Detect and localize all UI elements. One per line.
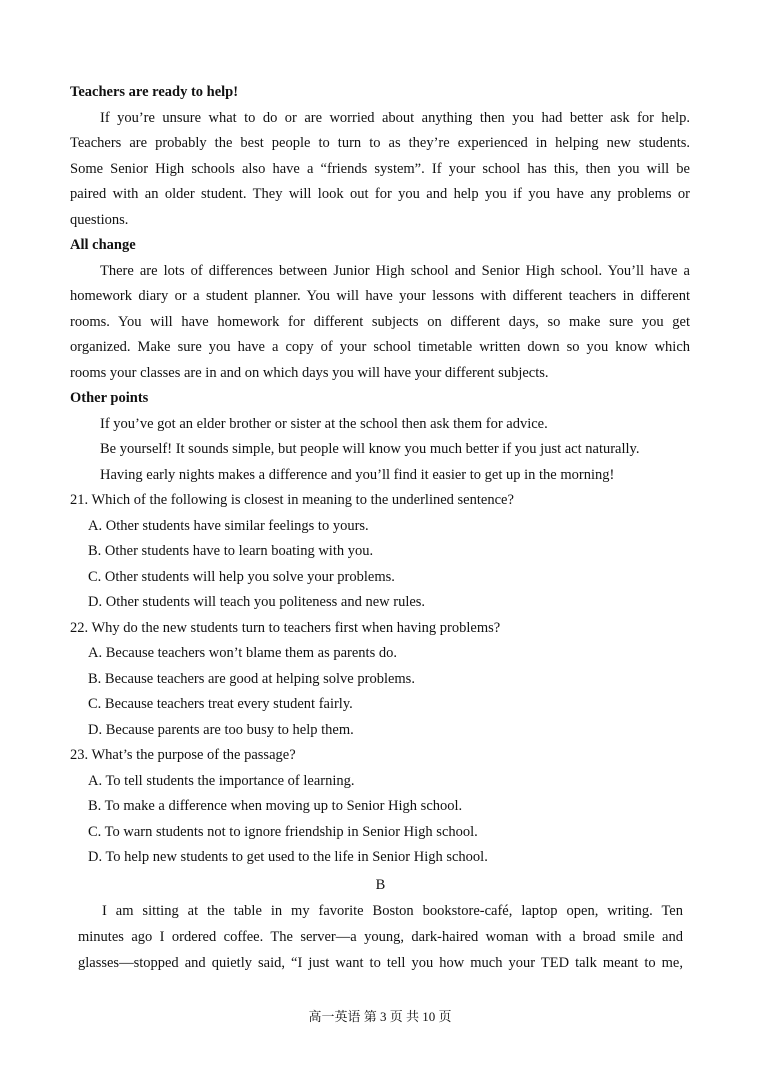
paragraph-line: Teachers are probably the best people to turn to as they’re experienced in helping new students.: [70, 135, 690, 151]
question-23-option-d: D. To help new students to get used to the life in Senior High school.: [88, 849, 488, 865]
paragraph-line: If you’re unsure what to do or are worried about anything then you had better ask for help.: [100, 109, 690, 126]
question-22-option-c: C. Because teachers treat every student fairly.: [88, 696, 353, 712]
question-21-option-b: B. Other students have to learn boating with you.: [88, 543, 374, 559]
question-23-option-a: A. To tell students the importance of learning.: [88, 772, 355, 789]
question-21-option-c: C. Other students will help you solve your problems.: [88, 568, 395, 585]
heading-teachers: Teachers are ready to help!: [70, 84, 239, 100]
question-23-option-c: C. To warn students not to ignore friendship in Senior High school.: [88, 823, 478, 840]
question-22-stem: 22. Why do the new students turn to teachers first when having problems?: [70, 619, 501, 636]
paragraph-line: rooms your classes are in and on which days you will have your different subjects.: [70, 364, 549, 381]
question-22-option-b: B. Because teachers are good at helping solve problems.: [88, 670, 415, 687]
question-21-option-a: A. Other students have similar feelings to yours.: [88, 517, 369, 534]
section-b-label: B: [375, 877, 386, 893]
other-point: Having early nights makes a difference and you’ll find it easier to get up in the morning!: [100, 466, 615, 483]
paragraph-line: Some Senior High schools also have a “friends system”. If your school has this, then you will be: [70, 160, 690, 177]
paragraph-line: questions.: [70, 211, 129, 228]
page-footer: 高一英语 第 3 页 共 10 页: [308, 1009, 452, 1024]
paragraph-line: rooms. You will have homework for different subjects on different days, so make sure you get: [70, 313, 690, 330]
question-22-option-d: D. Because parents are too busy to help them.: [88, 721, 354, 738]
paragraph-line: homework diary or a student planner. You will have your lessons with different teachers in different: [70, 288, 690, 304]
heading-all-change: All change: [70, 237, 136, 253]
question-21-option-d: D. Other students will teach you politeness and new rules.: [88, 594, 426, 610]
question-22-option-a: A. Because teachers won’t blame them as parents do.: [88, 645, 397, 661]
passage-b: [78, 872, 683, 976]
passage-a: [70, 80, 690, 871]
other-point: Be yourself! It sounds simple, but people will know you much better if you just act naturally.: [100, 441, 640, 457]
heading-other-points: Other points: [70, 390, 149, 406]
other-point: If you’ve got an elder brother or sister at the school then ask them for advice.: [100, 415, 548, 432]
question-23-option-b: B. To make a difference when moving up to Senior High school.: [88, 798, 463, 814]
paragraph-line: I am sitting at the table in my favorite Boston bookstore-café, laptop open, writing. Ten: [102, 903, 683, 919]
paragraph-line: organized. Make sure you have a copy of your school timetable written down so you know which: [70, 339, 690, 355]
paragraph-line: There are lots of differences between Junior High school and Senior High school. You’ll have a: [100, 262, 690, 279]
question-21-stem: 21. Which of the following is closest in meaning to the underlined sentence?: [70, 492, 514, 508]
paragraph-line: glasses—stopped and quietly said, “I just want to tell you how much your TED talk meant to me,: [78, 955, 683, 971]
paragraph-line: minutes ago I ordered coffee. The server—a young, dark-haired woman with a broad smile and: [78, 929, 683, 945]
question-23-stem: 23. What’s the purpose of the passage?: [70, 747, 296, 763]
paragraph-line: paired with an older student. They will look out for you and help you if you have any problems or: [70, 186, 690, 202]
